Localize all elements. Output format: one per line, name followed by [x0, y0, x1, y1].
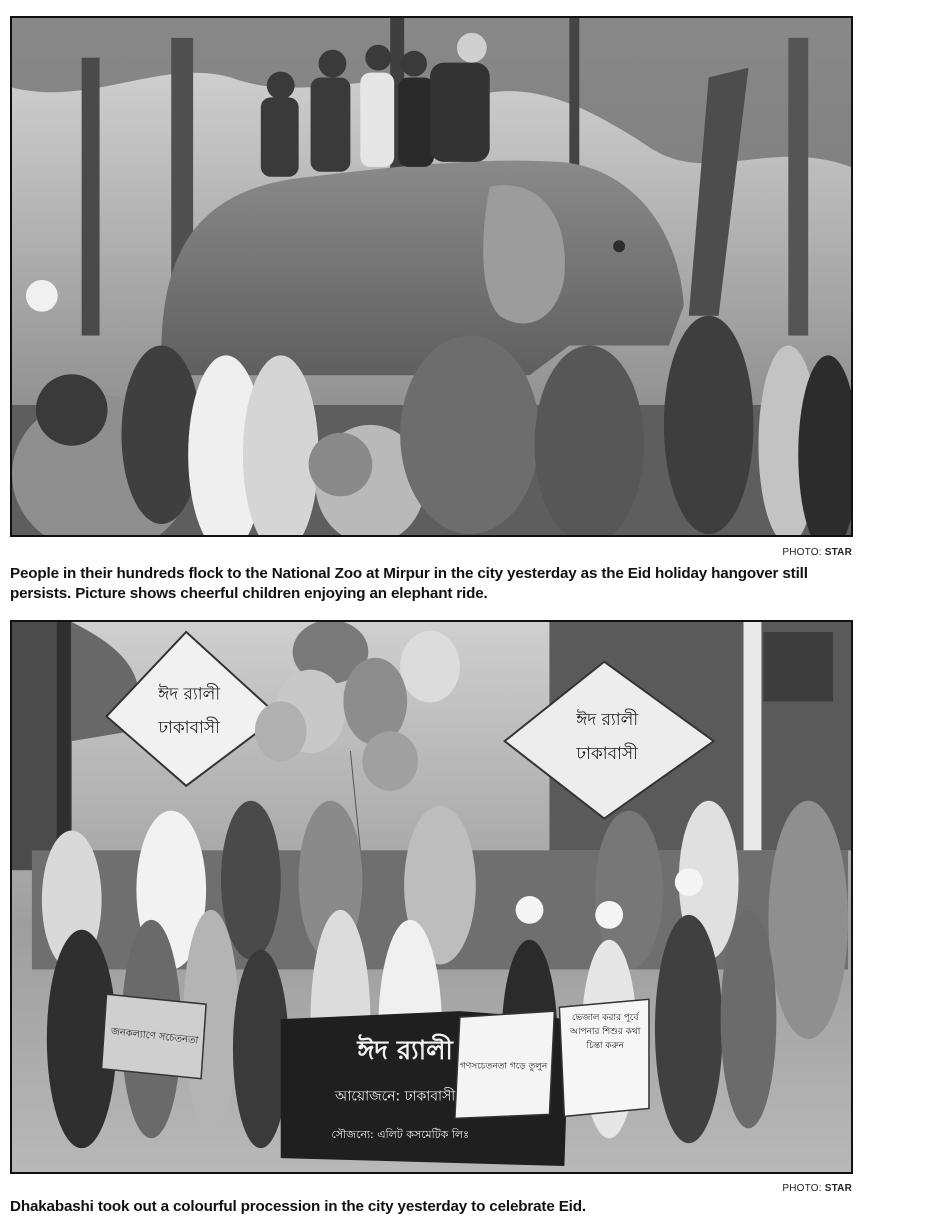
banner-title: ঈদ র‍্যালী	[357, 1035, 453, 1066]
kite-right-text-line2: ঢাকাবাসী	[576, 743, 638, 763]
placard-left-text: জনকল্যাণে সচেতনতা	[110, 1026, 199, 1047]
kite-left-text-line1: ঈদ র‍্যালী	[158, 683, 221, 704]
kite-left-text-line2: ঢাকাবাসী	[158, 717, 220, 738]
photo-caption: People in their hundreds flock to the National Zoo at Mirpur in the city yesterday as the Eid holiday hangover still persists. Picture shows cheerful children enjoying an elephant ride.	[10, 565, 808, 602]
kite-right-text-line1: ঈদ র‍্যালী	[576, 709, 639, 730]
elephant-ride-photo	[10, 16, 853, 537]
placard-center-text: গণসচেতনতা গড়ে তুলুন	[460, 1061, 548, 1072]
photo-credit-label: PHOTO:	[782, 1183, 822, 1194]
photo-credit-source: STAR	[824, 547, 852, 558]
photo-caption: Dhakabashi took out a colourful procession in the city yesterday to celebrate Eid.	[10, 1198, 586, 1215]
eid-procession-photo	[10, 620, 853, 1174]
photo-credit-source: STAR	[824, 1183, 852, 1194]
photo-credit	[782, 547, 852, 558]
banner-sub2: সৌজন্যে: এলিট কসমেটিক লিঃ	[331, 1128, 469, 1142]
photo-credit-label: PHOTO:	[782, 547, 822, 558]
elephant-ride-image	[12, 18, 851, 535]
photo-credit	[782, 1183, 852, 1194]
placard-right-text: ভেজাল করার পূর্বে আপনার শিশুর কথা চিন্তা করুন	[570, 1013, 641, 1051]
banner-sub1: আয়োজনে: ঢাকাবাসী	[335, 1088, 456, 1105]
eid-procession-image	[12, 622, 851, 1172]
